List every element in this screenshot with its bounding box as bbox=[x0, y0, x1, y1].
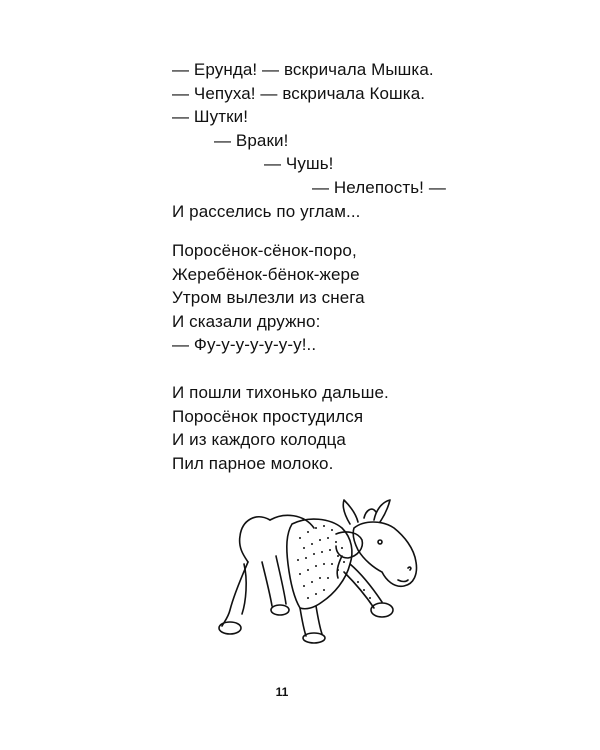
stanza-1 bbox=[172, 58, 446, 223]
back-line bbox=[270, 515, 314, 528]
poem-line: — Нелепость! — bbox=[312, 177, 446, 197]
front-leg-right bbox=[344, 572, 374, 608]
stanza-3 bbox=[172, 381, 389, 475]
poem-line: — Фу-у-у-у-у-у-у!.. bbox=[172, 335, 317, 355]
front-hoof-right bbox=[371, 603, 393, 617]
poem-line: Поросёнок простудился bbox=[172, 406, 364, 426]
hind-leg-right bbox=[262, 562, 272, 606]
ear-right bbox=[374, 500, 390, 522]
poem-line: Утром вылезли из снега bbox=[172, 288, 365, 308]
poem-line: И сказали дружно: bbox=[172, 311, 321, 331]
stanza-2 bbox=[172, 239, 365, 357]
poem-line: — Чушь! bbox=[264, 154, 334, 174]
ear-left bbox=[343, 500, 358, 524]
poem-line: — Ерунда! — вскричала Мышка. bbox=[172, 60, 434, 79]
poem-line: Поросёнок-сёнок-поро, bbox=[172, 241, 357, 260]
poem-line: И из каждого колодца bbox=[172, 430, 346, 450]
front-hoof-left bbox=[303, 633, 325, 643]
poem-line: Жеребёнок-бёнок-жере bbox=[172, 264, 360, 284]
hind-body bbox=[240, 517, 270, 562]
hind-hoof-right bbox=[271, 605, 289, 615]
nostril bbox=[408, 567, 411, 570]
poem-line: — Шутки! bbox=[172, 107, 249, 127]
front-leg-left bbox=[300, 608, 306, 636]
eye bbox=[378, 540, 382, 544]
piglet-foal-drawing bbox=[218, 498, 433, 646]
poem-line: — Чепуха! — вскричала Кошка. bbox=[172, 83, 426, 103]
poem-line: И пошли тихонько дальше. bbox=[172, 383, 389, 402]
poem-line: И расселись по углам... bbox=[172, 201, 361, 221]
hind-leg-left bbox=[222, 562, 248, 626]
poem-line: — Враки! bbox=[214, 130, 289, 150]
poem-line: Пил парное молоко. bbox=[172, 453, 334, 473]
page-number: 11 bbox=[275, 685, 289, 699]
scarf bbox=[336, 532, 362, 558]
hind-hoof-left bbox=[219, 622, 241, 634]
mouth bbox=[398, 580, 408, 582]
